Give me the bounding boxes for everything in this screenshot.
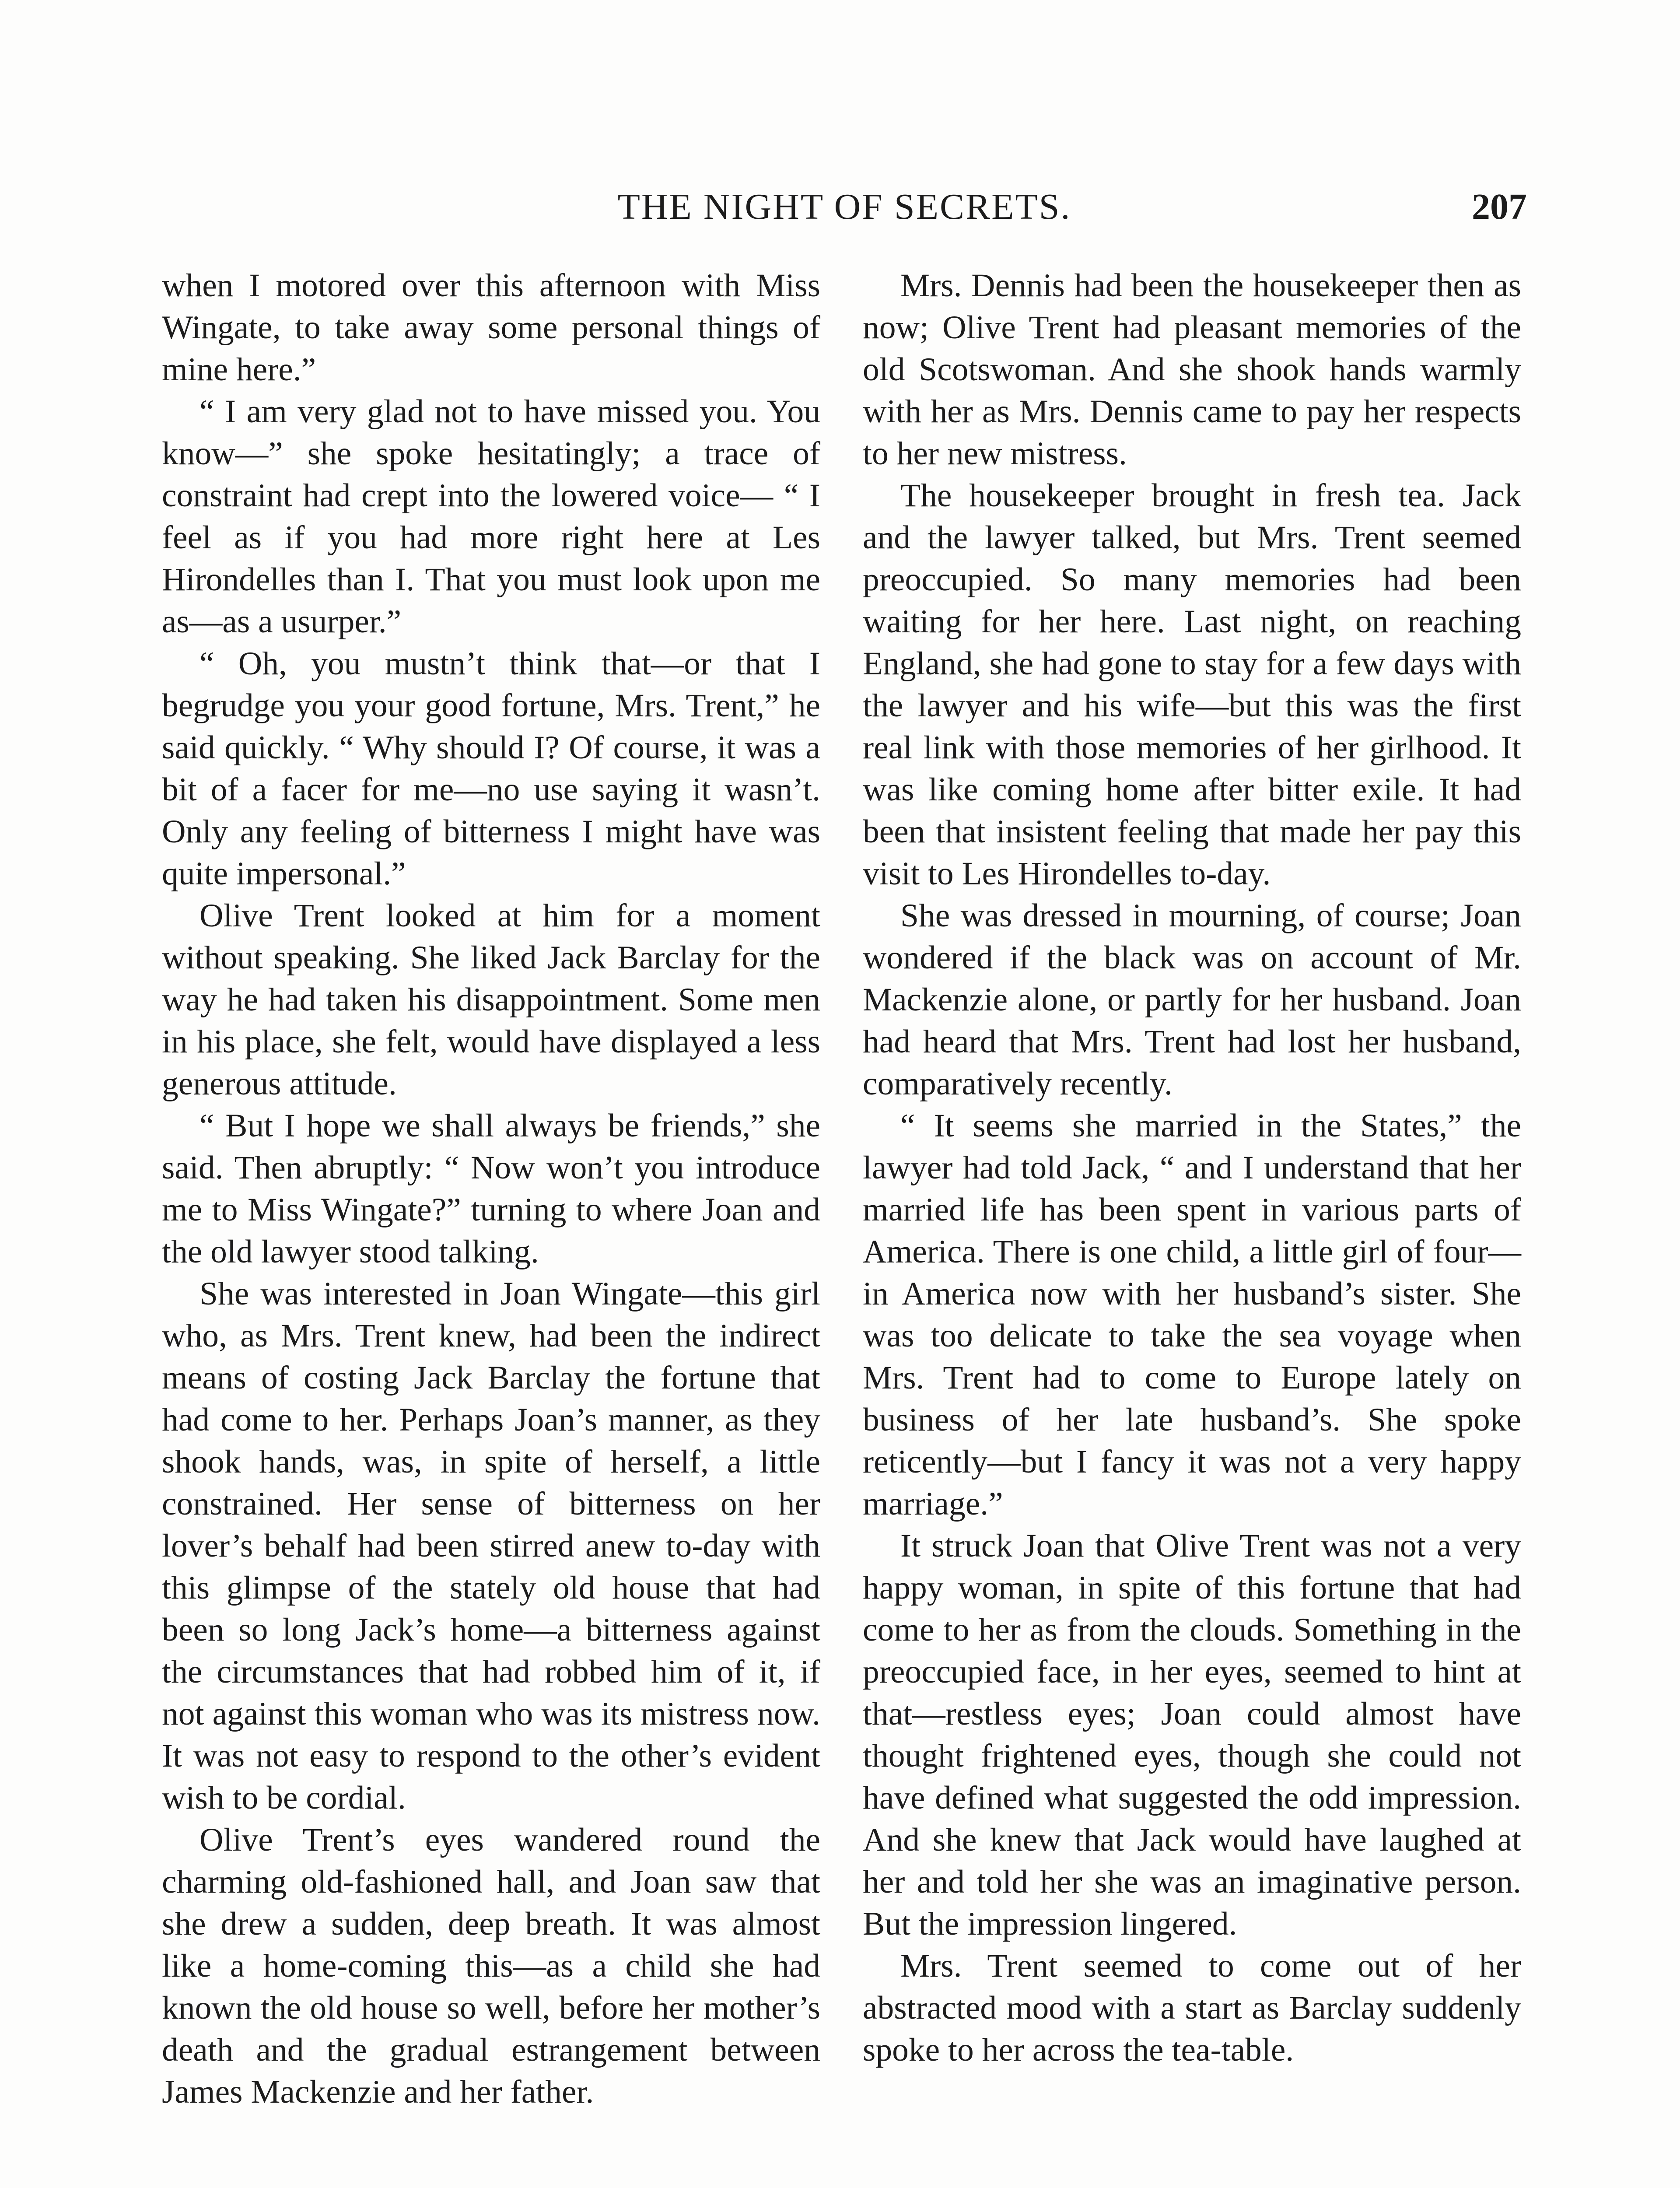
paragraph: Olive Trent’s eyes wandered round the charming old-fashioned hall, and Joan saw that she drew a sudden, deep breath. It was almost like a home-coming this—as a child she had known the old house so well, before her mother’s death and the gradual estrangement between James Mackenzie and her father.	[162, 1822, 820, 2110]
left-column	[162, 265, 820, 2113]
right-column	[863, 265, 1521, 2071]
paragraph: She was interested in Joan Wingate—this girl who, as Mrs. Trent knew, had been the indirect means of costing Jack Barclay the fortune that had come to her. Perhaps Joan’s manner, as they shook hands, was, in spite of herself, a little constrained. Her sense of bitterness on her lover’s behalf had been stirred anew to-day with this glimpse of the stately old house that had been so long Jack’s home—a bitterness against the circumstances that had robbed him of it, if not against this woman who was its mistress now. It was not easy to respond to the other’s evident wish to be cordial.	[162, 1276, 820, 1816]
paragraph: “ Oh, you mustn’t think that—or that I begrudge you your good fortune, Mrs. Trent,” he said quickly. “ Why should I? Of course, it was a bit of a facer for me—no use saying it wasn’t. Only any feeling of bitterness I might have was quite impersonal.”	[162, 645, 820, 892]
paragraph: The housekeeper brought in fresh tea. Jack and the lawyer talked, but Mrs. Trent seemed preoccupied. So many memories had been waiting for her here. Last night, on reaching England, she had gone to stay for a few days with the lawyer and his wife—but this was the first real link with those memories of her girlhood. It was like coming home after bitter exile. It had been that insistent feeling that made her pay this visit to Les Hirondelles to-day.	[863, 477, 1521, 892]
paragraph: It struck Joan that Olive Trent was not a very happy woman, in spite of this fortune that had come to her as from the clouds. Something in the preoccupied face, in her eyes, seemed to hint at that—restless eyes; Joan could almost have thought frightened eyes, though she could not have defined what suggested the odd impression. And she knew that Jack would have laughed at her and told her she was an imaginative person. But the impression lingered.	[863, 1528, 1521, 1942]
paragraph: Olive Trent looked at him for a moment without speaking. She liked Jack Barclay for the way he had taken his disappointment. Some men in his place, she felt, would have displayed a less generous attitude.	[162, 898, 820, 1102]
paragraph: Mrs. Trent seemed to come out of her abstracted mood with a start as Barclay suddenly spoke to her across the tea-table.	[863, 1948, 1521, 2068]
paragraph: Mrs. Dennis had been the housekeeper then as now; Olive Trent had pleasant memories of the old Scotswoman. And she shook hands warmly with her as Mrs. Dennis came to pay her respects to her new mistress.	[863, 267, 1521, 472]
page-number: 207	[1472, 186, 1527, 227]
paragraph: “ It seems she married in the States,” the lawyer had told Jack, “ and I understand that her married life has been spent in various parts of America. There is one child, a little girl of four—in America now with her husband’s sister. She was too delicate to take the sea voyage when Mrs. Trent had to come to Europe lately on business of her late husband’s. She spoke reticently—but I fancy it was not a very happy marriage.”	[863, 1108, 1521, 1522]
paragraph: “ I am very glad not to have missed you. You know—” she spoke hesitatingly; a trace of constraint had crept into the lowered voice— “ I feel as if you had more right here at Les Hirondelles than I. That you must look upon me as—as a usurper.”	[162, 393, 820, 640]
paragraph: “ But I hope we shall always be friends,” she said. Then abruptly: “ Now won’t you introduce me to Miss Wingate?” turning to where Joan and the old lawyer stood talking.	[162, 1108, 820, 1270]
paragraph: She was dressed in mourning, of course; Joan wondered if the black was on account of Mr. Mackenzie alone, or partly for her husband. Joan had heard that Mrs. Trent had lost her husband, comparatively recently.	[863, 898, 1521, 1102]
paragraph: when I motored over this afternoon with Miss Wingate, to take away some personal things of mine here.”	[162, 267, 820, 388]
running-title: THE NIGHT OF SECRETS.	[617, 186, 1071, 227]
running-head	[162, 183, 1527, 231]
